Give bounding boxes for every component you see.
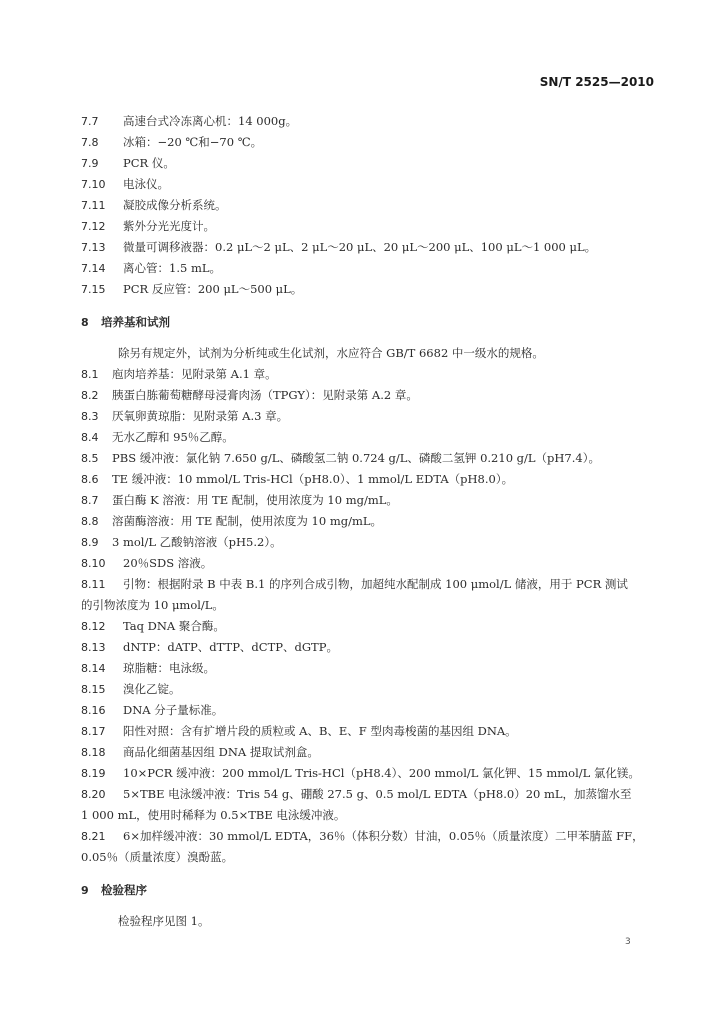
list-item [81, 534, 644, 550]
item-number: 7.7 [81, 115, 99, 128]
item-number: 8.11 [81, 578, 106, 591]
list-item [81, 218, 644, 234]
item-text: 引物：根据附录 B 中表 B.1 的序列合成引物，加超纯水配制成 100 μmol/L 储液，用于 PCR 测试 [123, 577, 628, 591]
item-number: 8.8 [81, 515, 99, 528]
item-text: 庖肉培养基：见附录第 A.1 章。 [112, 367, 277, 381]
list-item [81, 366, 644, 382]
list-item [81, 239, 644, 255]
item-text: DNA 分子量标准。 [123, 703, 224, 717]
section-8-intro: 除另有规定外，试剂为分析纯或生化试剂，水应符合 GB/T 6682 中一级水的规格。 [118, 346, 544, 360]
list-item [81, 639, 644, 655]
list-item [81, 429, 644, 445]
list-item [81, 176, 644, 192]
item-number: 7.9 [81, 157, 99, 170]
list-item [81, 134, 644, 150]
item-text: 电泳仪。 [123, 177, 169, 191]
item-text: 5×TBE 电泳缓冲液：Tris 54 g、硼酸 27.5 g、0.5 mol/L EDTA（pH8.0）20 mL，加蒸馏水至 [123, 787, 632, 801]
item-text: 溶菌酶溶液：用 TE 配制，使用浓度为 10 mg/mL。 [112, 514, 383, 528]
item-text: 10×PCR 缓冲液：200 mmol/L Tris-HCl（pH8.4）、200 mmol/L 氯化钾、15 mmol/L 氯化镁。 [123, 766, 640, 780]
item-text: 冰箱：−20 ℃和−70 ℃。 [123, 135, 263, 149]
item-text: 无水乙醇和 95％乙醇。 [112, 430, 234, 444]
list-item [81, 387, 644, 403]
item-text: 琼脂糖：电泳级。 [123, 661, 215, 675]
item-number: 8.10 [81, 557, 106, 570]
item-text: 厌氧卵黄琼脂：见附录第 A.3 章。 [112, 409, 289, 423]
item-text: 3 mol/L 乙酸钠溶液（pH5.2）。 [112, 535, 282, 549]
section-number: 9 [81, 884, 89, 897]
document-code: SN/T 2525—2010 [539, 75, 654, 89]
item-number: 8.2 [81, 389, 99, 402]
item-text: 紫外分光光度计。 [123, 219, 215, 233]
item-text: 20％SDS 溶液。 [123, 556, 213, 570]
list-item [81, 555, 644, 571]
item-number: 8.12 [81, 620, 106, 633]
section-9-intro: 检验程序见图 1。 [118, 914, 210, 928]
list-item [81, 576, 644, 592]
list-item [81, 786, 644, 802]
item-number: 7.12 [81, 220, 106, 233]
item-number: 8.19 [81, 767, 106, 780]
list-item-continuation: 1 000 mL，使用时稀释为 0.5×TBE 电泳缓冲液。 [81, 808, 346, 822]
item-number: 8.5 [81, 452, 99, 465]
item-number: 8.1 [81, 368, 99, 381]
item-text: TE 缓冲液：10 mmol/L Tris-HCl（pH8.0）、1 mmol/L EDTA（pH8.0）。 [112, 472, 514, 486]
item-text: PCR 仪。 [123, 156, 175, 170]
item-number: 7.14 [81, 262, 106, 275]
list-item-continuation: 0.05％（质量浓度）溴酚蓝。 [81, 850, 234, 864]
section-title: 培养基和试剂 [101, 315, 170, 329]
list-item [81, 155, 644, 171]
item-text: PBS 缓冲液：氯化钠 7.650 g/L、磷酸氢二钠 0.724 g/L、磷酸二氢钾 0.210 g/L（pH7.4）。 [112, 451, 600, 465]
item-text: 商品化细菌基因组 DNA 提取试剂盒。 [123, 745, 319, 759]
item-number: 8.16 [81, 704, 106, 717]
item-number: 8.15 [81, 683, 106, 696]
list-item [81, 702, 644, 718]
list-item [81, 681, 644, 697]
list-item [81, 450, 644, 466]
item-text: dNTP：dATP、dTTP、dCTP、dGTP。 [123, 640, 338, 654]
item-number: 8.18 [81, 746, 106, 759]
item-number: 8.13 [81, 641, 106, 654]
item-number: 7.11 [81, 199, 106, 212]
item-number: 7.8 [81, 136, 99, 149]
list-item [81, 113, 644, 129]
item-text: Taq DNA 聚合酶。 [123, 619, 225, 633]
item-text: 凝胶成像分析系统。 [123, 198, 227, 212]
item-number: 8.6 [81, 473, 99, 486]
list-item [81, 660, 644, 676]
list-item [81, 828, 644, 844]
item-text: 微量可调移液器：0.2 μL～2 μL、2 μL～20 μL、20 μL～200 μL、100 μL～1 000 μL。 [123, 240, 597, 254]
item-number: 8.14 [81, 662, 106, 675]
list-item [81, 197, 644, 213]
item-number: 8.7 [81, 494, 99, 507]
item-number: 8.21 [81, 830, 106, 843]
item-text: 高速台式冷冻离心机：14 000g。 [123, 114, 298, 128]
item-number: 8.3 [81, 410, 99, 423]
item-text: 溴化乙锭。 [123, 682, 181, 696]
list-item [81, 765, 644, 781]
item-text: 蛋白酶 K 溶液：用 TE 配制，使用浓度为 10 mg/mL。 [112, 493, 398, 507]
list-item [81, 513, 644, 529]
item-number: 7.15 [81, 283, 106, 296]
list-item [81, 471, 644, 487]
item-text: 胰蛋白胨葡萄糖酵母浸膏肉汤（TPGY）：见附录第 A.2 章。 [112, 388, 418, 402]
list-item [81, 408, 644, 424]
item-text: PCR 反应管：200 μL～500 μL。 [123, 282, 303, 296]
list-item [81, 744, 644, 760]
list-item [81, 618, 644, 634]
list-item [81, 492, 644, 508]
section-number: 8 [81, 316, 89, 329]
section-title: 检验程序 [101, 883, 147, 897]
list-item [81, 260, 644, 276]
section-9-heading [81, 882, 644, 898]
item-number: 8.17 [81, 725, 106, 738]
list-item [81, 281, 644, 297]
list-item [81, 723, 644, 739]
item-number: 8.9 [81, 536, 99, 549]
page-number: 3 [625, 937, 631, 947]
item-number: 8.20 [81, 788, 106, 801]
item-number: 7.13 [81, 241, 106, 254]
item-text: 离心管：1.5 mL。 [123, 261, 221, 275]
item-number: 7.10 [81, 178, 106, 191]
section-8-heading [81, 314, 644, 330]
list-item-continuation: 的引物浓度为 10 μmol/L。 [81, 598, 224, 612]
item-text: 阳性对照：含有扩增片段的质粒或 A、B、E、F 型肉毒梭菌的基因组 DNA。 [123, 724, 517, 738]
item-text: 6×加样缓冲液：30 mmol/L EDTA，36％（体积分数）甘油，0.05％（质量浓度）二甲苯腈蓝 FF， [123, 829, 644, 843]
item-number: 8.4 [81, 431, 99, 444]
